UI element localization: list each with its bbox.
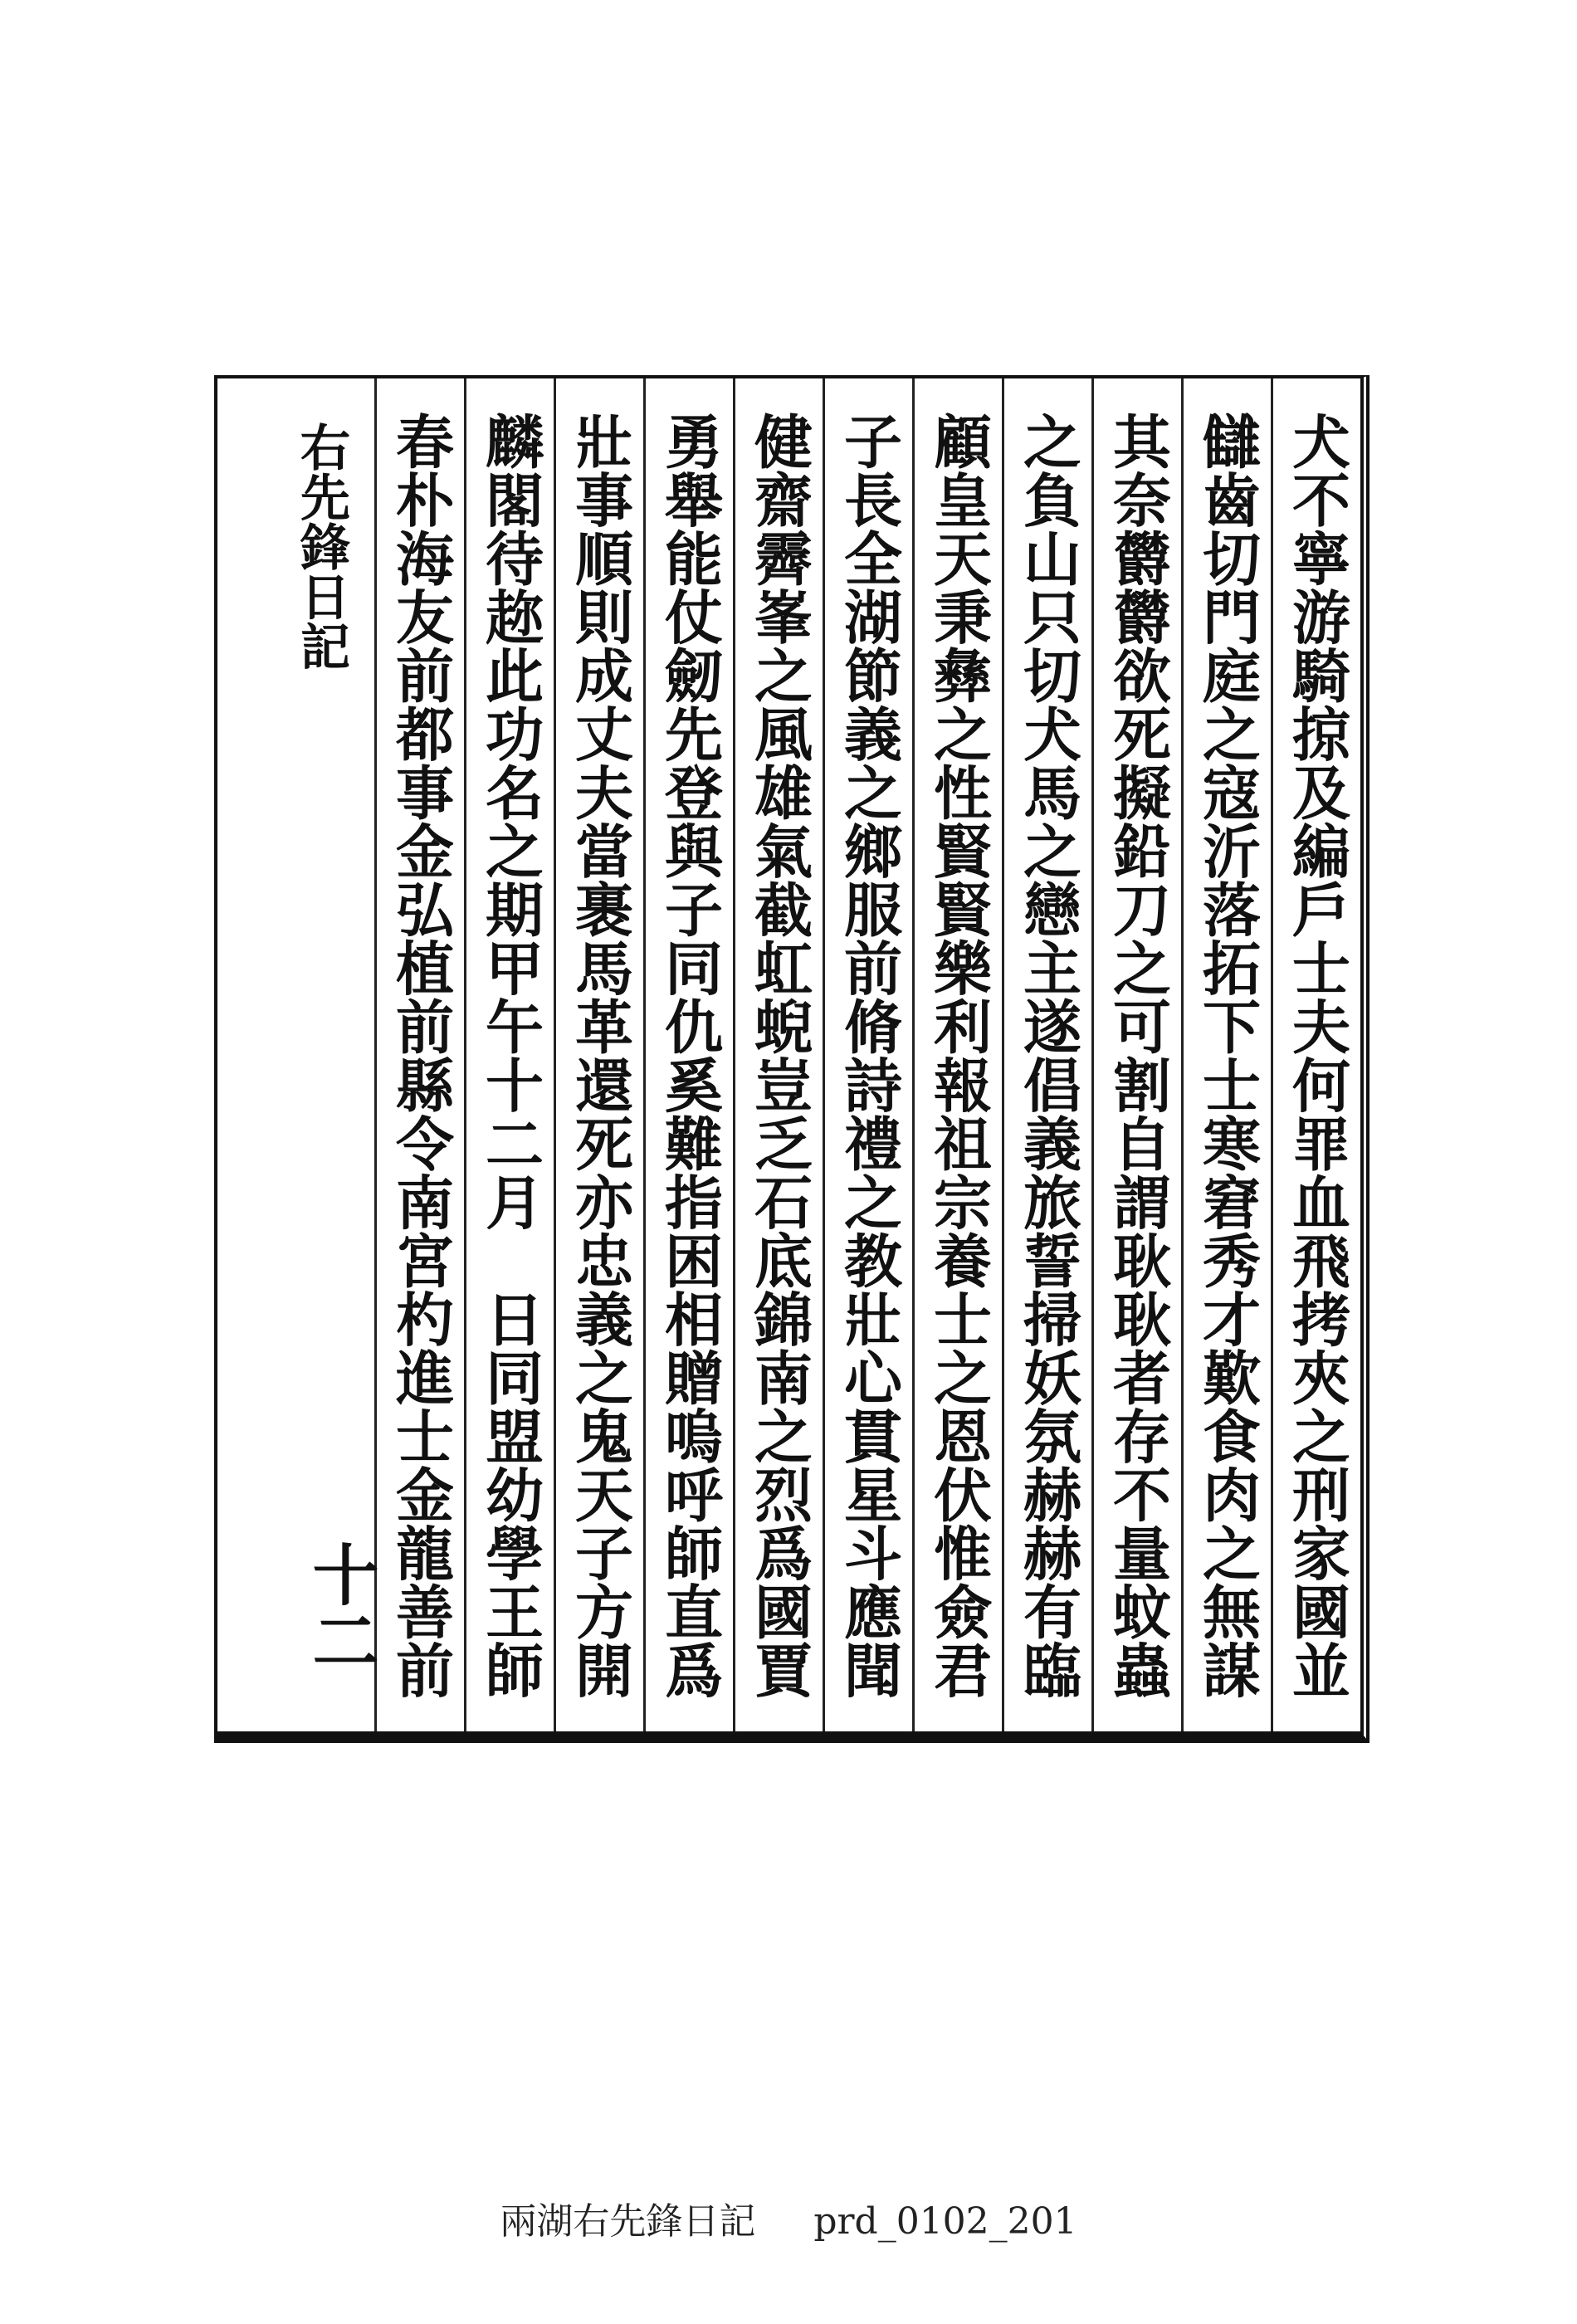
text-column-1 [1271,378,1360,1731]
text-column-6 [823,378,912,1731]
column-text: 春朴海友前都事金弘植前縣令南宮杓進士金龍善前 [386,412,456,1699]
text-column-8 [643,378,733,1731]
text-column-7 [733,378,823,1731]
margin-folio-number: 十二 [301,1540,379,1673]
column-text: 壯事順則成丈夫當裹馬革還死亦忠義之鬼天子方開 [565,412,635,1699]
column-text: 麟閣待趂此功名之期甲午十二月 日同盟幼學王師 [476,412,545,1699]
column-text: 讎齒切門庭之寇沂落拓下士寒窘秀才歎食肉之無謀 [1193,412,1262,1699]
text-column-4 [1002,378,1091,1731]
text-column-3 [1091,378,1181,1731]
column-text: 之負山只切犬馬之戀主遂倡義旅誓掃妖氛赫赫有臨 [1013,412,1083,1699]
text-column-11 [374,378,464,1731]
caption-id: prd_0102_201 [813,2200,1077,2243]
column-text: 顧皇天秉彝之性賢賢樂利報祖宗養士之恩伏惟僉君 [924,412,994,1699]
block-margin-column [275,378,379,1731]
margin-book-title: 右先鋒日記 [292,422,350,671]
text-column-2 [1181,378,1271,1731]
column-text: 其奈欝欝欲死擬鉛刀之可割自謂耿耿者存不量蚊蟲 [1103,412,1173,1699]
text-column-9 [554,378,643,1731]
column-text: 健齋霽峯之風雄氣截虹蜺豈乏石底錦南之烈爲國賈 [745,412,814,1699]
image-caption [0,2191,1577,2244]
column-text: 勇舉能仗劒先登與子同仇奚難指困相贈嗚呼師直爲 [655,412,725,1699]
text-column-5 [912,378,1002,1731]
column-text: 子長全湖節義之鄉服前脩詩禮之教壯心貫星斗應聞 [834,412,904,1699]
caption-title: 兩湖右先鋒日記 [500,2200,756,2243]
woodblock-frame [214,375,1370,1743]
column-text: 犬不寧游騎掠及編戶士夫何罪血飛拷夾之刑家國並 [1282,412,1352,1699]
text-column-10 [464,378,554,1731]
text-columns [217,378,1360,1731]
